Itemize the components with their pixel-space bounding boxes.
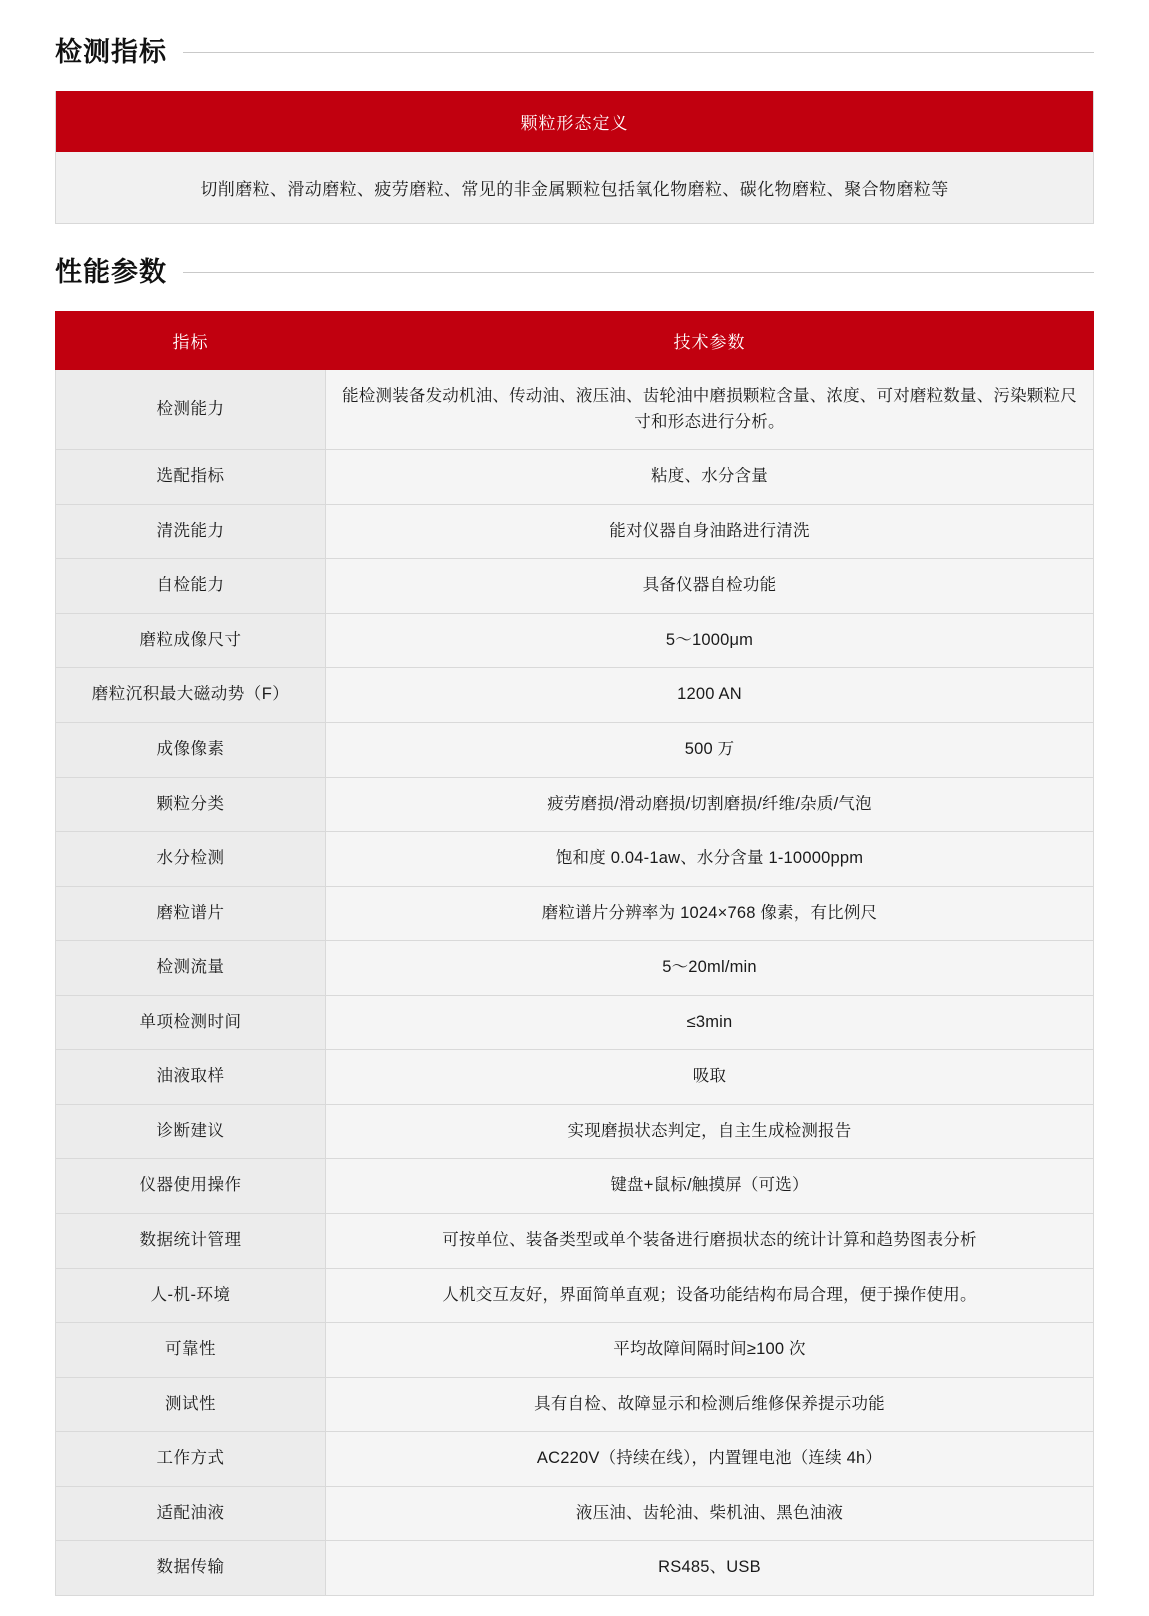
table-row [56, 1159, 1094, 1214]
particle-definition-header: 颗粒形态定义 [56, 91, 1093, 152]
row-key: 数据统计管理 [56, 1214, 326, 1269]
row-value: 键盘+鼠标/触摸屏（可选） [326, 1159, 1094, 1214]
row-key: 磨粒谱片 [56, 886, 326, 941]
column-header-indicator: 指标 [56, 312, 326, 370]
row-key: 单项检测时间 [56, 995, 326, 1050]
table-row [56, 1214, 1094, 1269]
row-key: 测试性 [56, 1377, 326, 1432]
table-row [56, 1377, 1094, 1432]
row-value: 5～20ml/min [326, 941, 1094, 996]
row-value: 500 万 [326, 722, 1094, 777]
row-value: 吸取 [326, 1050, 1094, 1105]
row-key: 人-机-环境 [56, 1268, 326, 1323]
table-row [56, 777, 1094, 832]
section-heading-performance [55, 250, 1094, 289]
particle-definition-body: 切削磨粒、滑动磨粒、疲劳磨粒、常见的非金属颗粒包括氧化物磨粒、碳化物磨粒、聚合物磨粒等 [56, 152, 1093, 223]
heading-divider [183, 52, 1094, 53]
row-value: 液压油、齿轮油、柴机油、黑色油液 [326, 1486, 1094, 1541]
row-key: 磨粒成像尺寸 [56, 613, 326, 668]
row-key: 检测流量 [56, 941, 326, 996]
row-value: 磨粒谱片分辨率为 1024×768 像素，有比例尺 [326, 886, 1094, 941]
row-value: RS485、USB [326, 1541, 1094, 1596]
row-value: 1200 AN [326, 668, 1094, 723]
table-row [56, 1541, 1094, 1596]
table-row [56, 370, 1094, 450]
row-value: 可按单位、装备类型或单个装备进行磨损状态的统计计算和趋势图表分析 [326, 1214, 1094, 1269]
heading-divider [183, 272, 1094, 273]
row-value: 疲劳磨损/滑动磨损/切割磨损/纤维/杂质/气泡 [326, 777, 1094, 832]
row-key: 磨粒沉积最大磁动势（F） [56, 668, 326, 723]
row-value: AC220V（持续在线），内置锂电池（连续 4h） [326, 1432, 1094, 1487]
row-value: 人机交互友好，界面简单直观；设备功能结构布局合理，便于操作使用。 [326, 1268, 1094, 1323]
table-body [56, 370, 1094, 1596]
row-value: 5～1000μm [326, 613, 1094, 668]
row-key: 数据传输 [56, 1541, 326, 1596]
particle-definition-table [55, 91, 1094, 224]
table-header-row [56, 312, 1094, 370]
row-key: 油液取样 [56, 1050, 326, 1105]
section-heading-detection [55, 30, 1094, 69]
row-key: 工作方式 [56, 1432, 326, 1487]
table-row [56, 613, 1094, 668]
table-row [56, 995, 1094, 1050]
row-value: ≤3min [326, 995, 1094, 1050]
table-row [56, 941, 1094, 996]
row-key: 可靠性 [56, 1323, 326, 1378]
row-key: 检测能力 [56, 370, 326, 450]
row-value: 能检测装备发动机油、传动油、液压油、齿轮油中磨损颗粒含量、浓度、可对磨粒数量、污染颗粒尺寸和形态进行分析。 [326, 370, 1094, 450]
table-row [56, 504, 1094, 559]
row-key: 自检能力 [56, 559, 326, 614]
row-key: 颗粒分类 [56, 777, 326, 832]
table-row [56, 1050, 1094, 1105]
row-value: 饱和度 0.04-1aw、水分含量 1-10000ppm [326, 832, 1094, 887]
table-row [56, 1432, 1094, 1487]
column-header-parameter: 技术参数 [326, 312, 1094, 370]
table-row [56, 559, 1094, 614]
row-value: 具备仪器自检功能 [326, 559, 1094, 614]
performance-spec-table [55, 311, 1094, 1596]
row-value: 平均故障间隔时间≥100 次 [326, 1323, 1094, 1378]
row-key: 选配指标 [56, 450, 326, 505]
table-row [56, 886, 1094, 941]
row-value: 粘度、水分含量 [326, 450, 1094, 505]
table-row [56, 832, 1094, 887]
row-key: 适配油液 [56, 1486, 326, 1541]
table-row [56, 722, 1094, 777]
section-title-detection: 检测指标 [55, 37, 167, 67]
row-key: 仪器使用操作 [56, 1159, 326, 1214]
row-value: 实现磨损状态判定，自主生成检测报告 [326, 1104, 1094, 1159]
row-key: 水分检测 [56, 832, 326, 887]
row-value: 能对仪器自身油路进行清洗 [326, 504, 1094, 559]
row-value: 具有自检、故障显示和检测后维修保养提示功能 [326, 1377, 1094, 1432]
table-row [56, 1486, 1094, 1541]
table-row [56, 668, 1094, 723]
row-key: 清洗能力 [56, 504, 326, 559]
table-row [56, 1268, 1094, 1323]
row-key: 成像像素 [56, 722, 326, 777]
section-title-performance: 性能参数 [55, 257, 167, 287]
table-row [56, 450, 1094, 505]
row-key: 诊断建议 [56, 1104, 326, 1159]
table-row [56, 1104, 1094, 1159]
table-row [56, 1323, 1094, 1378]
